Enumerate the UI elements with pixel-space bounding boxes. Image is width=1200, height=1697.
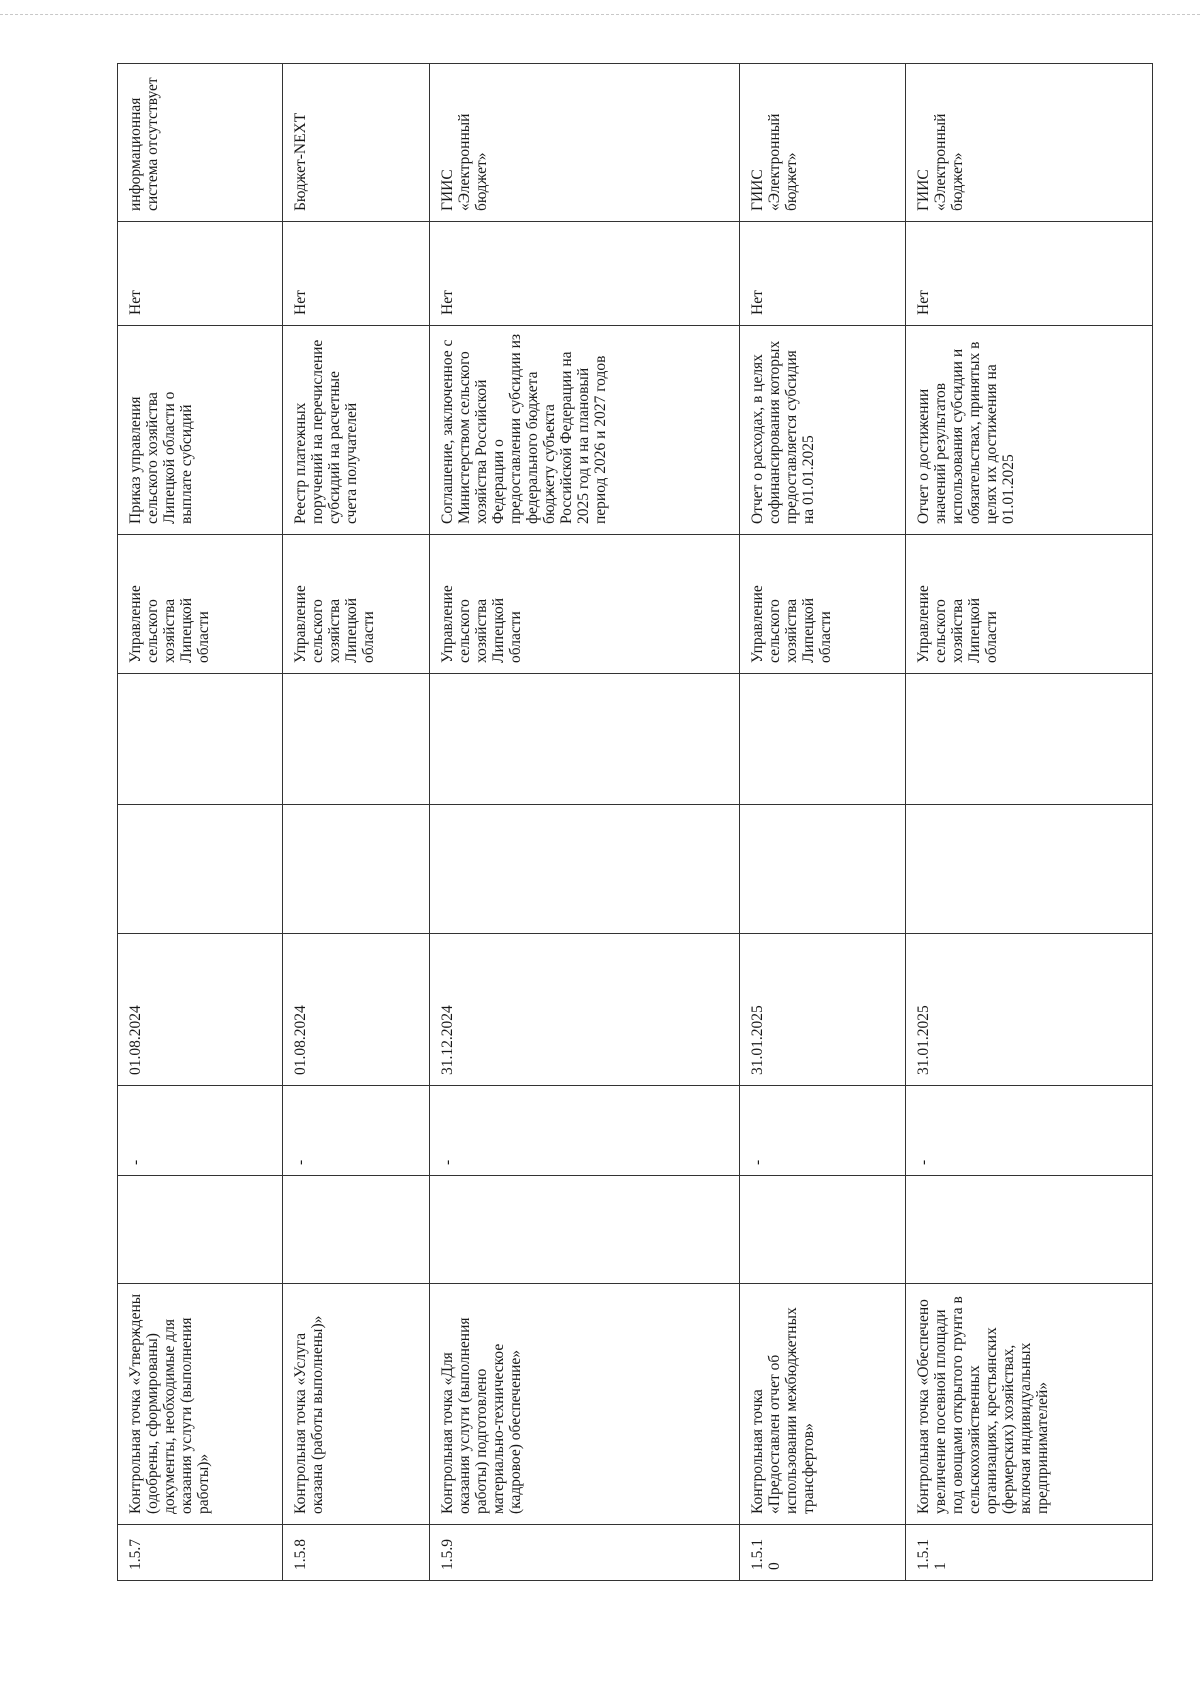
row-number: 1.5.7	[118, 1525, 283, 1581]
table-row	[118, 64, 283, 1581]
empty-cell	[430, 1176, 740, 1284]
date-cell: 31.12.2024	[430, 934, 740, 1086]
date-cell: 31.01.2025	[740, 934, 906, 1086]
document-cell: Отчет о расходах, в целях софинансирования которых предоставляется субсидия на 01.01.2025	[740, 326, 906, 535]
empty-cell	[906, 674, 1153, 805]
control-point-name: Контрольная точка «Предоставлен отчет об использовании межбюджетных трансфертов»	[740, 1284, 906, 1525]
row-number: 1.5.10	[740, 1525, 906, 1581]
info-system-cell: ГИИС «Электронный бюджет»	[740, 64, 906, 222]
row-number: 1.5.9	[430, 1525, 740, 1581]
info-system-cell: ГИИС «Электронный бюджет»	[906, 64, 1153, 222]
rotated-table-wrapper	[117, 64, 1152, 1581]
page-top-edge	[0, 14, 1200, 15]
control-point-name: Контрольная точка «Утверждены (одобрены, сформированы) документы, необходимые для оказания услуги (выполнения работы)»	[118, 1284, 283, 1525]
table-row	[430, 64, 740, 1581]
empty-cell	[906, 1176, 1153, 1284]
flag-cell: Нет	[906, 222, 1153, 326]
empty-cell	[283, 1176, 430, 1284]
table-row	[283, 64, 430, 1581]
empty-cell	[906, 805, 1153, 934]
document-cell: Приказ управления сельского хозяйства Липецкой области о выплате субсидий	[118, 326, 283, 535]
responsible-cell: Управление сельского хозяйства Липецкой области	[118, 535, 283, 674]
date-cell: 01.08.2024	[118, 934, 283, 1086]
control-point-name: Контрольная точка «Услуга оказана (работы выполнены)»	[283, 1284, 430, 1525]
empty-cell	[740, 805, 906, 934]
control-point-name: Контрольная точка «Для оказания услуги (выполнения работы) подготовлено материально-техническое (кадровое) обеспечение»	[430, 1284, 740, 1525]
row-number: 1.5.8	[283, 1525, 430, 1581]
empty-cell	[283, 674, 430, 805]
dash-cell: -	[740, 1086, 906, 1176]
empty-cell	[740, 674, 906, 805]
empty-cell	[740, 1176, 906, 1284]
responsible-cell: Управление сельского хозяйства Липецкой области	[740, 535, 906, 674]
empty-cell	[430, 805, 740, 934]
flag-cell: Нет	[283, 222, 430, 326]
document-cell: Соглашение, заключенное с Министерством сельского хозяйства Российской Федерации о предоставлении субсидии из федерального бюджета бюджету субъекта Российской Федерации на 2025 год и на плановый период 2026 и 2027 годов	[430, 326, 740, 535]
responsible-cell: Управление сельского хозяйства Липецкой области	[430, 535, 740, 674]
date-cell: 31.01.2025	[906, 934, 1153, 1086]
document-cell: Отчет о достижении значений результатов использования субсидии и обязательствах, принятых в целях их достижения на 01.01.2025	[906, 326, 1153, 535]
date-cell: 01.08.2024	[283, 934, 430, 1086]
flag-cell: Нет	[430, 222, 740, 326]
empty-cell	[118, 674, 283, 805]
responsible-cell: Управление сельского хозяйства Липецкой области	[906, 535, 1153, 674]
empty-cell	[118, 805, 283, 934]
flag-cell: Нет	[740, 222, 906, 326]
dash-cell: -	[118, 1086, 283, 1176]
control-points-table	[117, 63, 1153, 1581]
empty-cell	[118, 1176, 283, 1284]
responsible-cell: Управление сельского хозяйства Липецкой области	[283, 535, 430, 674]
info-system-cell: ГИИС «Электронный бюджет»	[430, 64, 740, 222]
empty-cell	[430, 674, 740, 805]
info-system-cell: информационная система отсутствует	[118, 64, 283, 222]
dash-cell: -	[430, 1086, 740, 1176]
control-point-name: Контрольная точка «Обеспечено увеличение посевной площади под овощами открытого грунта в сельскохозяйственных организациях, крестьянских (фермерских) хозяйствах, включая индивидуальных предпринимателей»	[906, 1284, 1153, 1525]
row-number: 1.5.11	[906, 1525, 1153, 1581]
dash-cell: -	[283, 1086, 430, 1176]
flag-cell: Нет	[118, 222, 283, 326]
dash-cell: -	[906, 1086, 1153, 1176]
empty-cell	[283, 805, 430, 934]
table-row	[906, 64, 1153, 1581]
info-system-cell: Бюджет-NEXT	[283, 64, 430, 222]
table-row	[740, 64, 906, 1581]
document-cell: Реестр платежных поручений на перечисление субсидий на расчетные счета получателей	[283, 326, 430, 535]
